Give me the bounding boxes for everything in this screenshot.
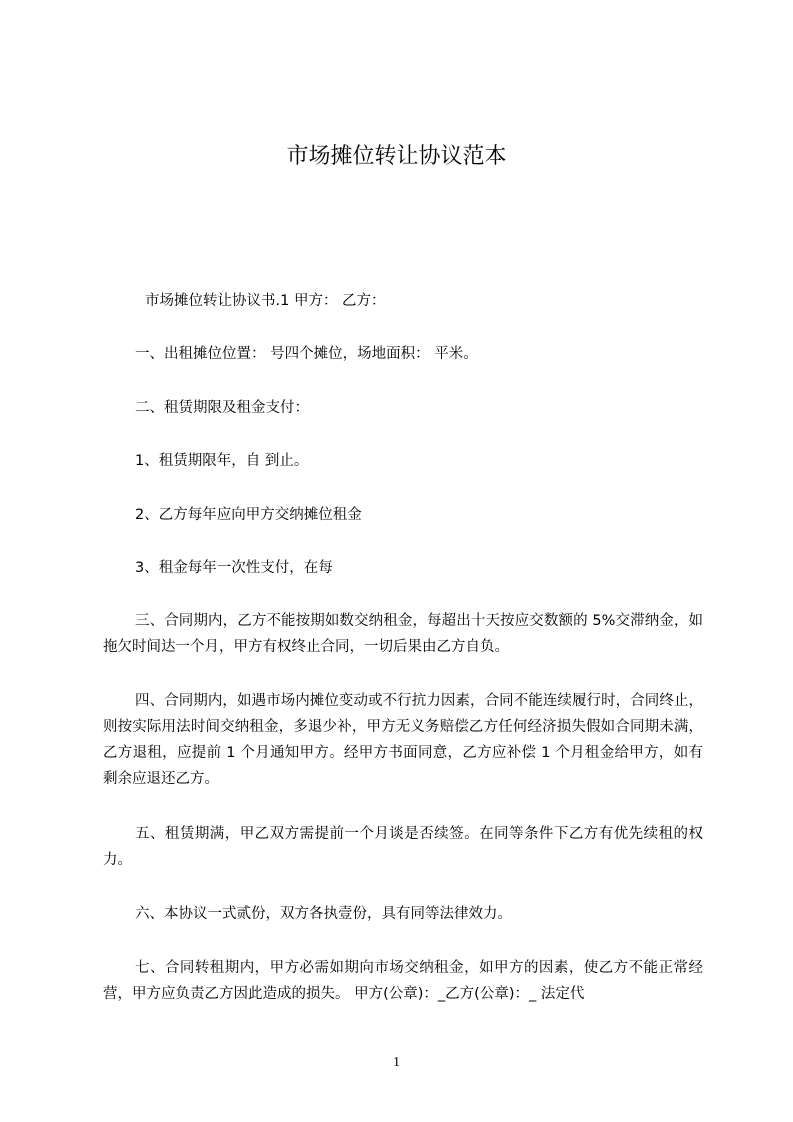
- paragraph-clause-3: 三、合同期内，乙方不能按期如数交纳租金，每超出十天按应交数额的 5%交滞纳金，如拖欠时间达一个月，甲方有权终止合同，一切后果由乙方自负。: [103, 613, 703, 655]
- paragraph-clause-1: 一、出租摊位位置： 号四个摊位，场地面积： 平米。: [135, 346, 478, 362]
- paragraph-clause-6: 六、本协议一式贰份，双方各执壹份，具有同等法律效力。: [135, 906, 512, 922]
- paragraph-clause-7: 七、合同转租期内，甲方必需如期向市场交纳租金，如甲方的因素，使乙方不能正常经营，甲方应负责乙方因此造成的损失。 甲方(公章)：_乙方(公章)：_ 法定代: [103, 960, 703, 1002]
- paragraph-clause-4: 四、合同期内，如遇市场内摊位变动或不行抗力因素，合同不能连续履行时，合同终止，则按实际用法时间交纳租金，多退少补，甲方无义务赔偿乙方任何经济损失假如合同期未满，乙方退租，应提前 1 个月通知甲方。经甲方书面同意，乙方应补偿 1 个月租金给甲方，如有剩余应退还乙方。: [103, 693, 703, 787]
- paragraph-clause-2: 二、租赁期限及租金支付：: [135, 400, 309, 416]
- document-title: 市场摊位转让协议范本: [286, 144, 507, 169]
- paragraph-clause-2-2: 2、乙方每年应向甲方交纳摊位租金: [135, 507, 362, 523]
- paragraph-intro: 市场摊位转让协议书.1 甲方： 乙方：: [145, 293, 386, 309]
- paragraph-clause-2-1: 1、租赁期限年，自 到止。: [135, 453, 309, 469]
- page-number: 1: [393, 1055, 400, 1070]
- paragraph-clause-5: 五、租赁期满，甲乙双方需提前一个月谈是否续签。在同等条件下乙方有优先续租的权力。: [103, 826, 703, 868]
- paragraph-clause-2-3: 3、租金每年一次性支付，在每: [135, 560, 333, 576]
